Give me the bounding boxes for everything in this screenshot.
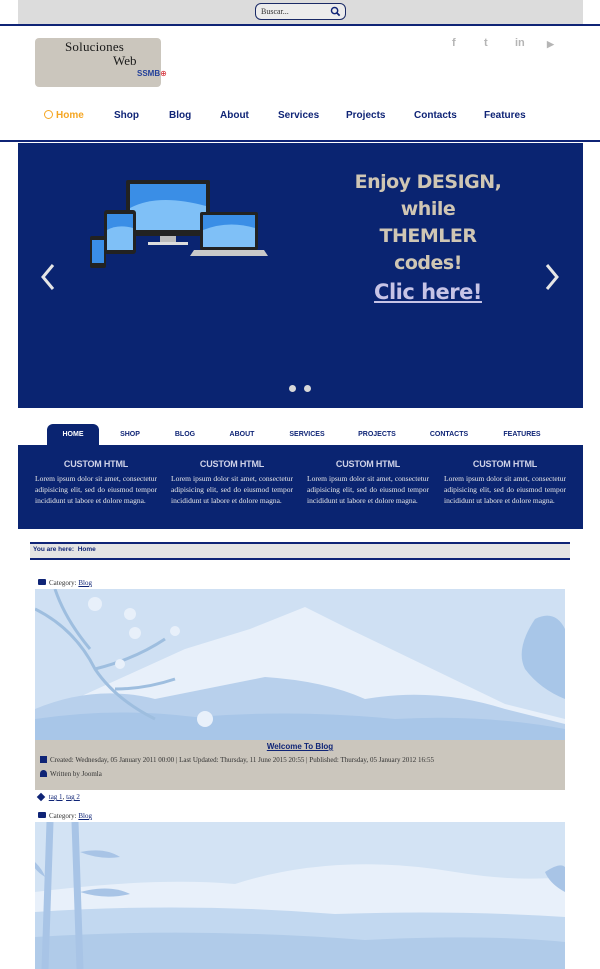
- logo-text-line3: SSMB⊕: [137, 69, 167, 78]
- slider-next-icon[interactable]: [544, 263, 560, 291]
- slider-dot-1[interactable]: [289, 385, 296, 392]
- hero-line-3: codes!: [394, 252, 462, 274]
- folder-icon: [38, 812, 46, 818]
- nav-item-projects[interactable]: Projects: [346, 110, 386, 121]
- module-text: Lorem ipsum dolor sit amet, consectetur adipisicing elit, sed do eiusmod tempor incididunt ut labore et dolore magna.: [35, 474, 157, 505]
- logo-text-line2: Web: [113, 53, 137, 68]
- article1-tags: tag 1, tag 2: [38, 793, 80, 801]
- tab-about[interactable]: ABOUT: [229, 431, 255, 438]
- tag-link-2[interactable]: tag 2: [66, 793, 80, 801]
- slider-dot-2[interactable]: [304, 385, 311, 392]
- custom-module-2: [171, 459, 293, 506]
- breadcrumb-label: You are here:: [33, 546, 75, 553]
- module-title: CUSTOM HTML: [199, 459, 265, 469]
- nav-item-shop[interactable]: Shop: [114, 110, 139, 121]
- tab-home[interactable]: HOME: [47, 424, 99, 446]
- module-title: CUSTOM HTML: [472, 459, 538, 469]
- search-box: [255, 3, 346, 20]
- hero-line-1: Enjoy DESIGN,: [354, 171, 502, 193]
- tab-contacts[interactable]: CONTACTS: [429, 431, 469, 438]
- calendar-icon: [40, 756, 47, 763]
- top-bar-border: [0, 24, 600, 26]
- user-icon: [40, 770, 47, 777]
- custom-html-band: [18, 445, 583, 529]
- tab-services[interactable]: SERVICES: [289, 431, 325, 438]
- site-logo[interactable]: [35, 38, 167, 87]
- nav-item-home[interactable]: Home: [44, 110, 84, 121]
- hero-slider: [18, 143, 583, 408]
- facebook-icon[interactable]: f: [452, 37, 456, 49]
- home-icon: [44, 110, 53, 119]
- breadcrumb: [30, 542, 570, 560]
- hero-cta-link[interactable]: Clic here!: [374, 280, 482, 304]
- youtube-icon[interactable]: ▶: [547, 39, 554, 49]
- devices-illustration: [88, 178, 273, 273]
- module-title: CUSTOM HTML: [335, 459, 401, 469]
- tab-blog[interactable]: BLOG: [174, 431, 196, 438]
- article2-category-link[interactable]: Blog: [78, 812, 92, 820]
- search-input[interactable]: [261, 5, 331, 18]
- nav-item-services[interactable]: Services: [278, 110, 320, 121]
- article1-image[interactable]: [35, 589, 565, 740]
- article1-info: [35, 740, 565, 790]
- article1-dates: Created: Wednesday, 05 January 2011 00:00 | Last Updated: Thursday, 11 June 2015 20:55 | Published: Thursday, 05 January 2012 16:55: [40, 756, 434, 764]
- tab-projects[interactable]: PROJECTS: [358, 431, 396, 438]
- custom-module-3: [307, 459, 429, 506]
- article1-category: Category: Blog: [38, 579, 92, 587]
- search-icon[interactable]: [330, 6, 341, 17]
- module-text: Lorem ipsum dolor sit amet, consectetur adipisicing elit, sed do eiusmod tempor incididunt ut labore et dolore magna.: [307, 474, 429, 505]
- nav-item-blog[interactable]: Blog: [169, 110, 192, 121]
- linkedin-icon[interactable]: in: [515, 37, 525, 49]
- main-nav: [0, 110, 600, 130]
- nav-item-contacts[interactable]: Contacts: [414, 110, 457, 121]
- header-border: [0, 140, 600, 142]
- tab-shop[interactable]: SHOP: [120, 431, 140, 438]
- article1-author: Written by Joomla: [40, 770, 102, 778]
- breadcrumb-current: Home: [77, 546, 96, 553]
- article1-category-link[interactable]: Blog: [78, 579, 92, 587]
- bamboo-landscape-image: [35, 822, 565, 969]
- mountain-landscape-image: [35, 589, 565, 740]
- custom-module-1: [35, 459, 157, 506]
- twitter-icon[interactable]: t: [484, 37, 488, 49]
- article2-category: Category: Blog: [38, 812, 92, 820]
- module-text: Lorem ipsum dolor sit amet, consectetur adipisicing elit, sed do eiusmod tempor incididunt ut labore et dolore magna.: [171, 474, 293, 505]
- tag-icon: [37, 793, 45, 801]
- nav-item-features[interactable]: Features: [484, 110, 526, 121]
- hero-headline: [353, 169, 503, 306]
- secondary-nav: [18, 424, 583, 446]
- article1-title[interactable]: Welcome To Blog: [266, 742, 334, 751]
- logo-text-line1: Soluciones: [65, 39, 125, 54]
- nav-item-about[interactable]: About: [220, 110, 249, 121]
- article2-image[interactable]: [35, 822, 565, 969]
- tab-features[interactable]: FEATURES: [503, 431, 541, 438]
- custom-module-4: [444, 459, 566, 506]
- module-title: CUSTOM HTML: [63, 459, 129, 469]
- folder-icon: [38, 579, 46, 585]
- module-text: Lorem ipsum dolor sit amet, consectetur adipisicing elit, sed do eiusmod tempor incididunt ut labore et dolore magna.: [444, 474, 566, 505]
- tag-link-1[interactable]: tag 1: [48, 793, 63, 801]
- hero-line-2: while THEMLER: [379, 198, 477, 247]
- slider-prev-icon[interactable]: [40, 263, 56, 291]
